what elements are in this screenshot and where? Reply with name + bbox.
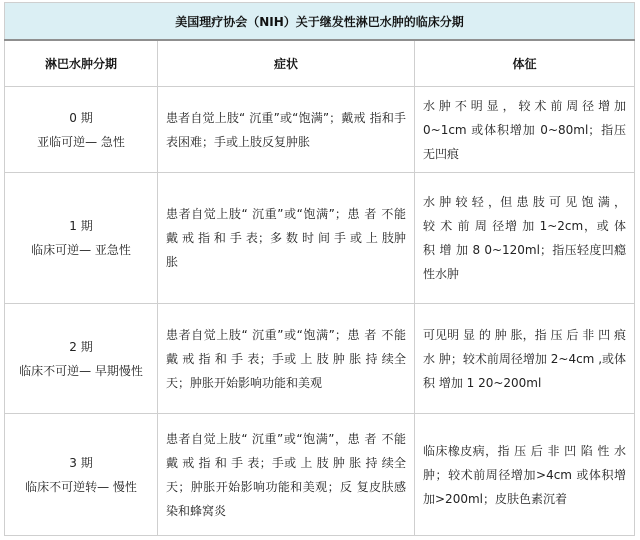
stage-cell [5, 414, 158, 536]
symptoms-cell: 患者自觉上肢“ 沉重”或“饱满”；患 者 不能 戴 戒 指 和 手 表；手或 上 肢 肿 胀 持 续全天；肿胀开始影响功能和美观 [158, 304, 415, 414]
stage-cell [5, 87, 158, 173]
stage-description: 亚临可逆— 急性 [37, 134, 125, 149]
symptoms-cell: 患者自觉上肢“ 沉重”或“饱满”；患 者 不能 戴 戒 指 和 手 表；多 数 时 间 手 或 上 肢肿胀 [158, 173, 415, 304]
stage-cell [5, 304, 158, 414]
table-row [5, 173, 635, 304]
stage-description: 临床不可逆转— 慢性 [25, 479, 137, 494]
stage-number: 3 期 [69, 455, 93, 470]
header-symptoms: 症状 [158, 40, 415, 87]
signs-cell: 临床橡皮病，指 压 后 非 凹 陷 性 水肿；较术前周径增加>4cm 或体积增加>200ml；皮肤色素沉着 [415, 414, 635, 536]
signs-cell: 水 肿 较 轻 ，但 患 肢 可 见 饱 满 ，较 术 前 周 径增 加 1~2cm，或 体 积 增 加 8 0~120ml；指压轻度凹瘾性水肿 [415, 173, 635, 304]
stage-description: 临床可逆— 亚急性 [31, 243, 131, 257]
symptoms-cell: 患者自觉上肢“ 沉重”或“饱满”；戴戒 指和手表困难；手或上肢反复肿胀 [158, 87, 415, 173]
header-row [5, 40, 635, 87]
lymphedema-staging-table [4, 2, 635, 536]
header-signs: 体征 [415, 40, 635, 87]
table-row [5, 304, 635, 414]
stage-cell [5, 173, 158, 304]
table-title: 美国理疗协会（NIH）关于继发性淋巴水肿的临床分期 [5, 3, 635, 41]
signs-cell: 水肿不明显，较术前周径增加 0~1cm 或体积增加 0~80ml；指压无凹痕 [415, 87, 635, 173]
stage-number: 0 期 [69, 110, 93, 125]
table-row [5, 87, 635, 173]
table-row [5, 414, 635, 536]
symptoms-cell: 患者自觉上肢“ 沉重”或“饱满”，患 者 不能 戴 戒 指 和 手 表；手或 上 肢 肿 胀 持 续全天；肿胀开始影响功能和美观；反 复皮肤感染和蜂窝炎 [158, 414, 415, 536]
stage-number: 2 期 [69, 339, 93, 354]
stage-number: 1 期 [69, 219, 93, 233]
signs-cell: 可见明 显 的 肿 胀，指 压 后 非 凹 痕 水 肿；较术前周径增加 2~4cm ,或体积 增加 1 20~200ml [415, 304, 635, 414]
title-row [5, 3, 635, 41]
stage-description: 临床不可逆— 早期慢性 [19, 363, 143, 378]
header-stage: 淋巴水肿分期 [5, 40, 158, 87]
